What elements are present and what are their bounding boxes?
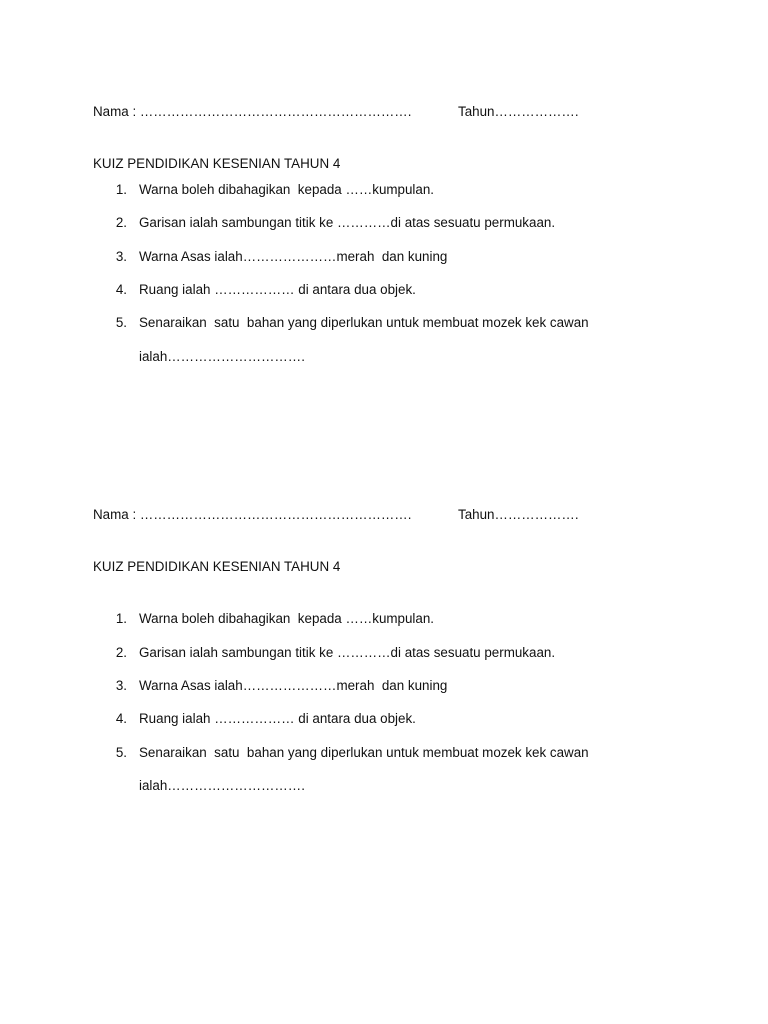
question-text: Ruang ialah ……………… di antara dua objek. — [139, 711, 416, 726]
name-field-label: Nama : ……………………………………………………. — [93, 507, 412, 522]
name-field-label: Nama : ……………………………………………………. — [93, 104, 412, 119]
question-number: 5. — [115, 315, 127, 330]
question-text: Senaraikan satu bahan yang diperlukan untuk membuat mozek kek cawan — [139, 315, 589, 330]
question-text: Warna boleh dibahagikan kepada ……kumpulan. — [139, 611, 435, 626]
question-text: Warna Asas ialah…………………merah dan kuning — [139, 249, 448, 264]
question-number: 1. — [115, 182, 127, 197]
question-number: 3. — [115, 249, 127, 264]
question-continuation: ialah…………………………. — [139, 778, 305, 793]
question-text: Warna Asas ialah…………………merah dan kuning — [139, 678, 448, 693]
question-number: 5. — [115, 745, 127, 760]
question-text: Ruang ialah ……………… di antara dua objek. — [139, 282, 416, 297]
question-number: 3. — [115, 678, 127, 693]
question-number: 2. — [115, 645, 127, 660]
question-number: 2. — [115, 215, 127, 230]
tahun-field-label: Tahun………………. — [458, 104, 579, 119]
question-continuation: ialah…………………………. — [139, 349, 305, 364]
question-text: Garisan ialah sambungan titik ke …………di atas sesuatu permukaan. — [139, 645, 556, 660]
tahun-field-label: Tahun………………. — [458, 507, 579, 522]
quiz-title: KUIZ PENDIDIKAN KESENIAN TAHUN 4 — [93, 559, 341, 574]
question-number: 1. — [115, 611, 127, 626]
question-text: Senaraikan satu bahan yang diperlukan untuk membuat mozek kek cawan — [139, 745, 589, 760]
quiz-title: KUIZ PENDIDIKAN KESENIAN TAHUN 4 — [93, 156, 341, 171]
question-text: Warna boleh dibahagikan kepada ……kumpulan. — [139, 182, 435, 197]
question-text: Garisan ialah sambungan titik ke …………di atas sesuatu permukaan. — [139, 215, 556, 230]
question-number: 4. — [115, 282, 127, 297]
question-number: 4. — [115, 711, 127, 726]
